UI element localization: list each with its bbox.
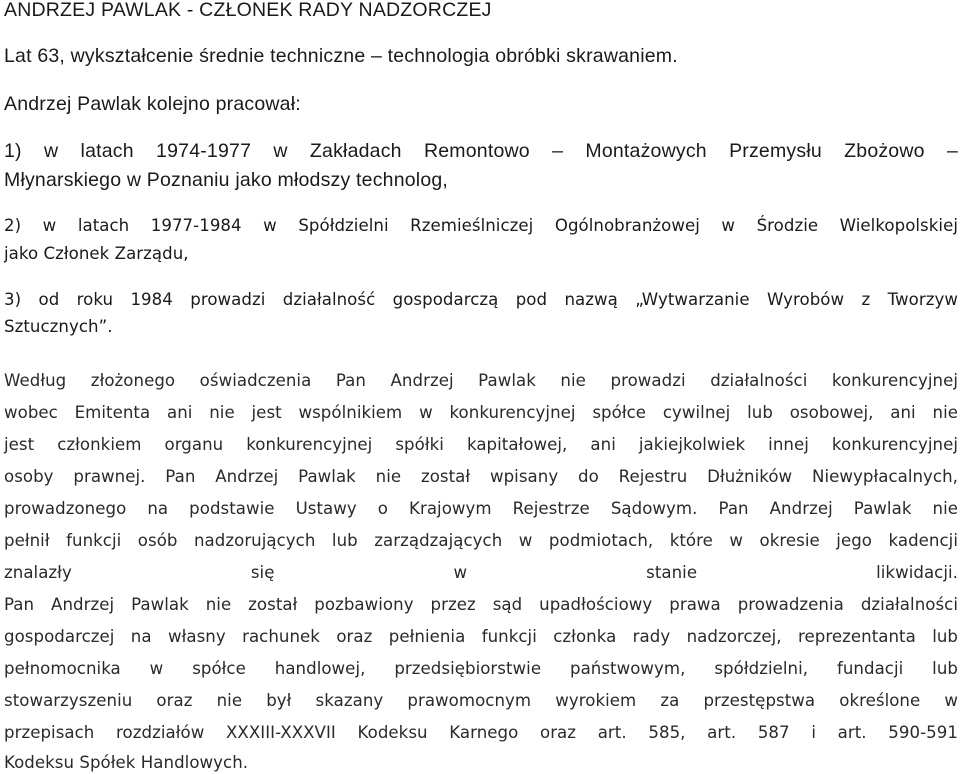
statement-line: przepisach rozdziałów XXXIII-XXXVII Kodeksu Karnego oraz art. 585, art. 587 i art. 590-591 bbox=[4, 723, 958, 742]
statement-line: jest członkiem organu konkurencyjnej spółki kapitałowej, ani jakiejkolwiek innej konkurencyjnej bbox=[4, 435, 958, 454]
statement-line: pełnomocnika w spółce handlowej, przedsiębiorstwie państwowym, spółdzielni, fundacji lub bbox=[4, 659, 958, 678]
intro-paragraph: Lat 63, wykształcenie średnie techniczne – technologia obróbki skrawaniem. bbox=[4, 45, 678, 67]
employment-item-2-line-2: jako Członek Zarządu, bbox=[4, 244, 189, 263]
statement-line: znalazły się w stanie likwidacji. bbox=[4, 563, 958, 582]
statement-line: Według złożonego oświadczenia Pan Andrzej Pawlak nie prowadzi działalności konkurencyjnej bbox=[4, 371, 958, 390]
statement-line: prowadzonego na podstawie Ustawy o Krajowym Rejestrze Sądowym. Pan Andrzej Pawlak nie bbox=[4, 499, 958, 518]
employment-item-2-line-1: 2) w latach 1977-1984 w Spółdzielni Rzemieślniczej Ogólnobranżowej w Środzie Wielkopolskiej bbox=[4, 216, 958, 235]
statement-line: pełnił funkcji osób nadzorujących lub zarządzających w podmiotach, które w okresie jego kadencji bbox=[4, 531, 958, 550]
statement-line: Kodeksu Spółek Handlowych. bbox=[4, 753, 249, 772]
employment-item-1-line-2: Młynarskiego w Poznaniu jako młodszy technolog, bbox=[4, 169, 449, 191]
employment-item-3-line-1: 3) od roku 1984 prowadzi działalność gospodarczą pod nazwą „Wytwarzanie Wyrobów z Tworzyw bbox=[4, 290, 958, 309]
statement-line: Pan Andrzej Pawlak nie został pozbawiony przez sąd upadłościowy prawa prowadzenia działalności bbox=[4, 595, 958, 614]
statement-line: wobec Emitenta ani nie jest wspólnikiem w konkurencyjnej spółce cywilnej lub osobowej, ani nie bbox=[4, 403, 958, 422]
employment-item-1-line-1: 1) w latach 1974-1977 w Zakładach Remontowo – Montażowych Przemysłu Zbożowo – bbox=[4, 140, 958, 162]
employment-intro: Andrzej Pawlak kolejno pracował: bbox=[4, 93, 301, 115]
section-heading: ANDRZEJ PAWLAK - CZŁONEK RADY NADZORCZEJ bbox=[4, 0, 492, 21]
employment-item-3-line-2: Sztucznych”. bbox=[4, 317, 113, 336]
statement-line: osoby prawnej. Pan Andrzej Pawlak nie został wpisany do Rejestru Dłużników Niewypłacalnych, bbox=[4, 467, 958, 486]
statement-line: stowarzyszeniu oraz nie był skazany prawomocnym wyrokiem za przestępstwa określone w bbox=[4, 691, 958, 710]
statement-line: gospodarczej na własny rachunek oraz pełnienia funkcji członka rady nadzorczej, reprezentanta lub bbox=[4, 627, 958, 646]
